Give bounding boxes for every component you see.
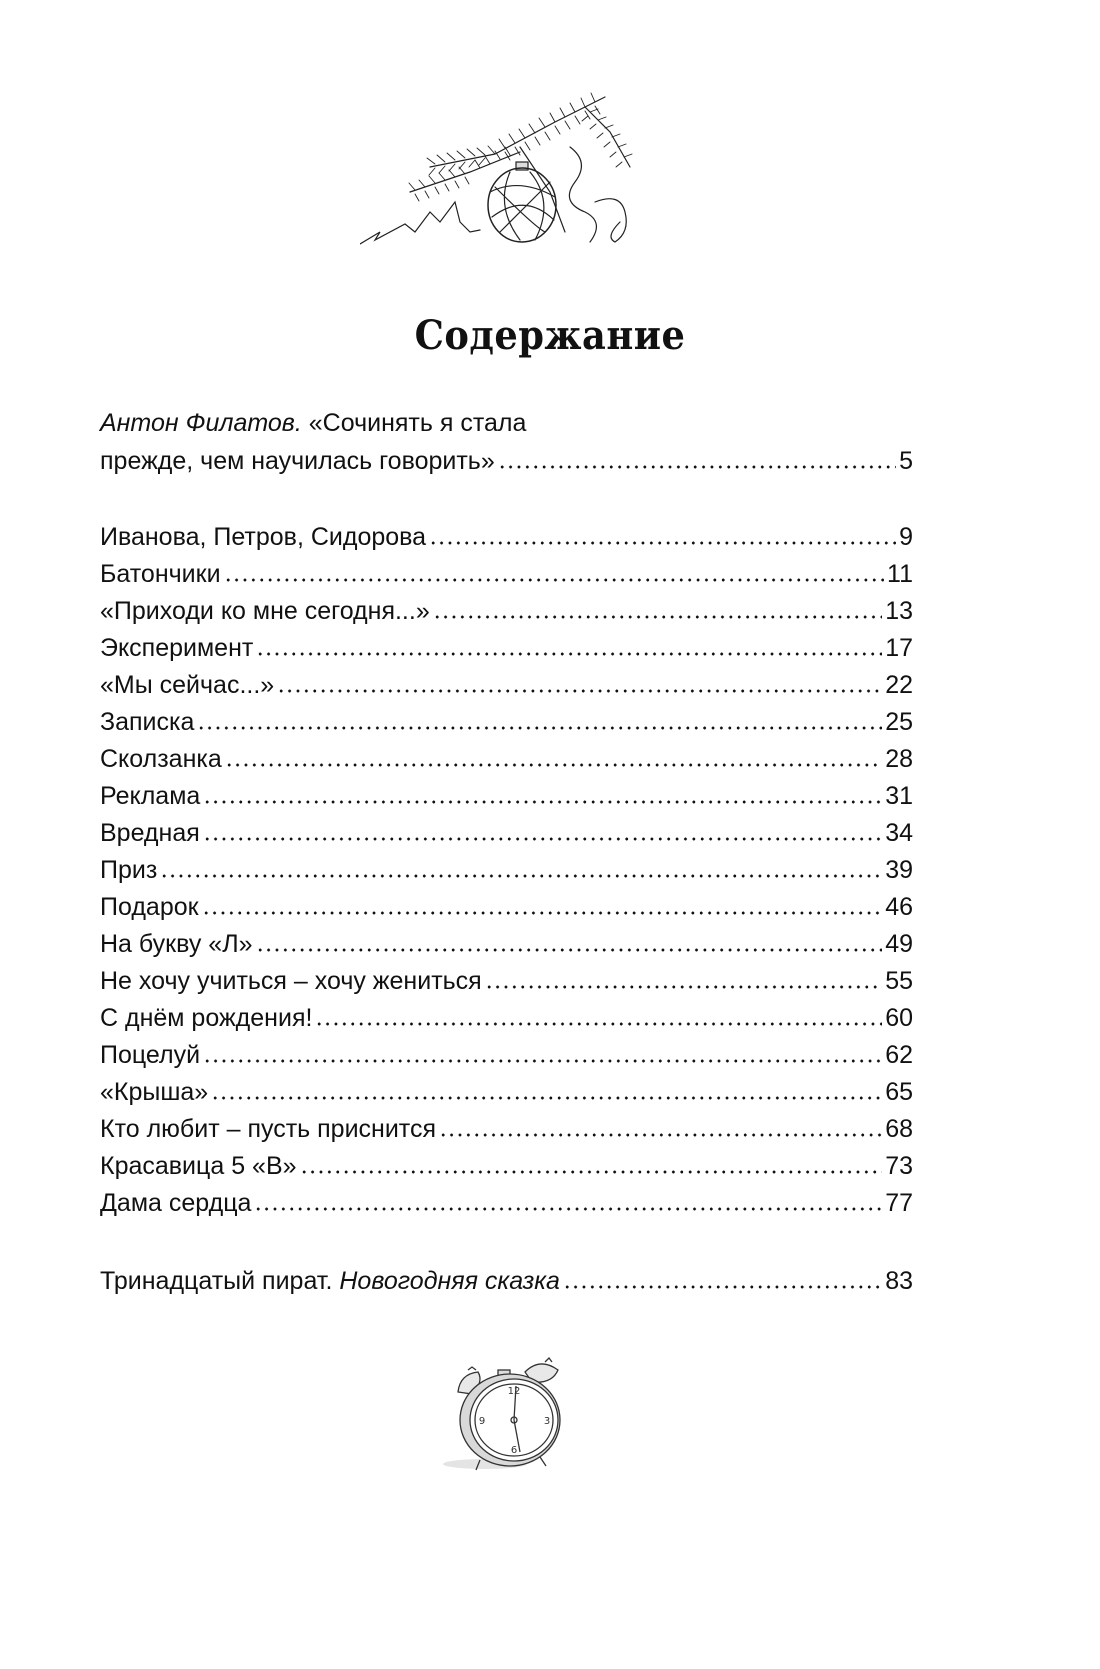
- entry-title: «Мы сейчас...»: [100, 671, 275, 699]
- dot-leader: [203, 799, 882, 805]
- page-number: 17: [885, 634, 913, 662]
- page-title: Содержание: [414, 312, 686, 359]
- toc-entry[interactable]: [100, 738, 913, 774]
- dot-leader: [485, 984, 882, 990]
- toc-entry-intro[interactable]: [100, 440, 913, 476]
- page-number: 28: [885, 745, 913, 773]
- page-number: 34: [885, 819, 913, 847]
- page-number: 11: [887, 560, 913, 588]
- entry-title: Иванова, Петров, Сидорова: [100, 523, 427, 551]
- svg-text:6: 6: [510, 1445, 518, 1456]
- toc-entry[interactable]: [100, 590, 913, 626]
- toc-intro-line1: [100, 402, 913, 438]
- toc-entry[interactable]: [100, 849, 913, 885]
- page-number: 73: [885, 1152, 913, 1180]
- dot-leader: [202, 910, 883, 916]
- dot-leader: [433, 614, 882, 620]
- dot-leader: [203, 1058, 882, 1064]
- page-number: 39: [885, 856, 913, 884]
- entry-title: Тринадцатый пират.: [100, 1267, 333, 1295]
- svg-text:9: 9: [478, 1416, 486, 1427]
- entry-title: Реклама: [100, 782, 201, 810]
- toc-entry[interactable]: [100, 627, 913, 663]
- entry-title: Кто любит – пусть приснится: [100, 1115, 437, 1143]
- toc-entry[interactable]: [100, 1182, 913, 1218]
- toc-intro-title-line2: прежде, чем научилась говорить»: [100, 447, 495, 475]
- page-number: 5: [899, 447, 913, 475]
- entry-title: На букву «Л»: [100, 930, 253, 958]
- dot-leader: [203, 836, 882, 842]
- toc-entry[interactable]: [100, 516, 913, 552]
- dot-leader: [315, 1021, 882, 1027]
- entry-title: Поцелуй: [100, 1041, 201, 1069]
- dot-leader: [563, 1284, 882, 1290]
- page-number: 68: [885, 1115, 913, 1143]
- toc-entry-final[interactable]: [100, 1260, 913, 1296]
- toc-entry[interactable]: [100, 923, 913, 959]
- fir-branch-icon: [360, 92, 660, 257]
- toc-entry[interactable]: [100, 1108, 913, 1144]
- svg-text:3: 3: [543, 1416, 551, 1427]
- entry-title: Эксперимент: [100, 634, 254, 662]
- alarm-clock-illustration: [440, 1352, 590, 1477]
- entry-title: С днём рождения!: [100, 1004, 313, 1032]
- page-number: 60: [885, 1004, 913, 1032]
- toc-entry[interactable]: [100, 1071, 913, 1107]
- toc-entry[interactable]: [100, 1034, 913, 1070]
- page-number: 62: [885, 1041, 913, 1069]
- page-number: 83: [885, 1267, 913, 1295]
- dot-leader: [439, 1132, 882, 1138]
- page-number: 46: [885, 893, 913, 921]
- dot-leader: [277, 688, 882, 694]
- entry-title: Вредная: [100, 819, 200, 847]
- dot-leader: [211, 1095, 882, 1101]
- alarm-clock-icon: [440, 1352, 590, 1477]
- entry-title: Дама сердца: [100, 1189, 252, 1217]
- entry-title: «Приходи ко мне сегодня...»: [100, 597, 430, 625]
- entry-title: Подарок: [100, 893, 199, 921]
- dot-leader: [225, 762, 882, 768]
- dot-leader: [498, 464, 896, 470]
- entry-title: Красавица 5 «В»: [100, 1152, 297, 1180]
- toc-entry[interactable]: [100, 812, 913, 848]
- toc-intro-title-line1: «Сочинять я стала: [308, 409, 527, 437]
- svg-text:12: 12: [507, 1386, 521, 1397]
- toc-entry[interactable]: [100, 664, 913, 700]
- dot-leader: [197, 725, 882, 731]
- dot-leader: [224, 577, 885, 583]
- entry-title: «Крыша»: [100, 1078, 209, 1106]
- dot-leader: [160, 873, 882, 879]
- dot-leader: [256, 947, 883, 953]
- dot-leader: [429, 540, 896, 546]
- toc-entry[interactable]: [100, 960, 913, 996]
- toc-entry[interactable]: [100, 886, 913, 922]
- entry-title: Приз: [100, 856, 158, 884]
- entry-title: Не хочу учиться – хочу жениться: [100, 967, 482, 995]
- page-number: 25: [885, 708, 913, 736]
- dot-leader: [256, 651, 882, 657]
- entry-subtitle: Новогодняя сказка: [339, 1267, 560, 1295]
- toc-entry[interactable]: [100, 997, 913, 1033]
- dot-leader: [254, 1206, 882, 1212]
- entry-title: Записка: [100, 708, 195, 736]
- page-number: 13: [885, 597, 913, 625]
- toc-entry[interactable]: [100, 775, 913, 811]
- page-number: 31: [885, 782, 913, 810]
- page-number: 49: [885, 930, 913, 958]
- dot-leader: [300, 1169, 883, 1175]
- page-number: 65: [885, 1078, 913, 1106]
- page-number: 77: [885, 1189, 913, 1217]
- toc-entry[interactable]: [100, 701, 913, 737]
- page-number: 9: [899, 523, 913, 551]
- toc-entry[interactable]: [100, 1145, 913, 1181]
- page-number: 22: [885, 671, 913, 699]
- toc-entry[interactable]: [100, 553, 913, 589]
- entry-title: Батончики: [100, 560, 221, 588]
- page-number: 55: [885, 967, 913, 995]
- toc-intro-author: Антон Филатов.: [100, 409, 302, 437]
- fir-branch-ornament-illustration: [360, 92, 660, 257]
- entry-title: Сколзанка: [100, 745, 222, 773]
